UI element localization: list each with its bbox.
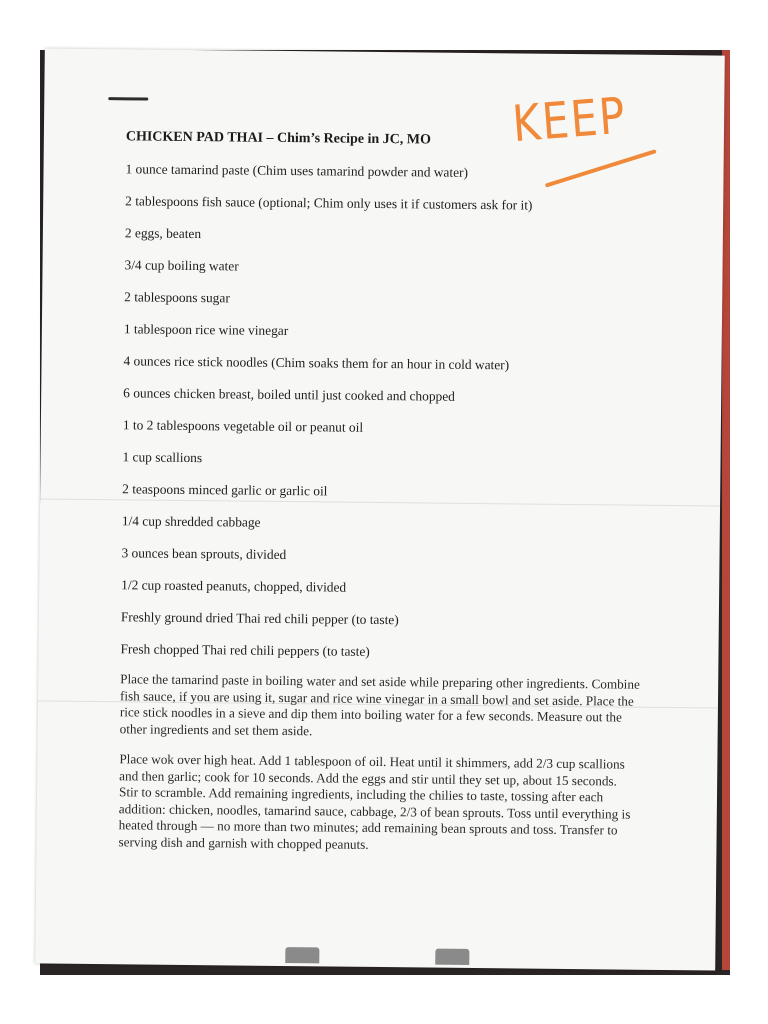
ingredient-item: 2 eggs, beaten <box>124 225 202 242</box>
ingredient-item: 1/2 cup roasted peanuts, chopped, divided <box>121 577 347 595</box>
ingredient-item: 1 ounce tamarind paste (Chim uses tamarind powder and water) <box>125 161 469 180</box>
ingredient-item: 1 to 2 tablespoons vegetable oil or peanut oil <box>122 417 364 435</box>
ingredient-item: 2 tablespoons fish sauce (optional; Chim only uses it if customers ask for it) <box>125 193 533 213</box>
binder-clip <box>435 949 469 965</box>
fold-line <box>40 498 720 506</box>
handwritten-underline <box>545 149 657 188</box>
ingredient-item: 4 ounces rice stick noodles (Chim soaks them for an hour in cold water) <box>123 353 510 373</box>
ingredient-item: Freshly ground dried Thai red chili pepper (to taste) <box>120 609 399 628</box>
handwritten-keep-note: KEEP <box>510 86 629 154</box>
ingredient-item: Fresh chopped Thai red chili peppers (to taste) <box>120 641 370 659</box>
ingredient-item: 1 tablespoon rice wine vinegar <box>123 321 289 339</box>
ingredient-item: 1/4 cup shredded cabbage <box>121 513 261 530</box>
ingredient-item: 1 cup scallions <box>122 449 203 466</box>
pen-dash-mark <box>108 97 148 100</box>
recipe-title: CHICKEN PAD THAI – Chim’s Recipe in JC, MO <box>125 129 431 148</box>
binder-clip <box>285 947 319 963</box>
ingredient-item: 2 teaspoons minced garlic or garlic oil <box>122 481 328 499</box>
recipe-paper <box>35 48 725 970</box>
instruction-paragraph: Place wok over high heat. Add 1 tablespoon of oil. Heat until it shimmers, add 2/3 cup scallions and then garlic; cook for 10 seconds. Add the eggs and stir until they set up, about 15 seconds. Stir to scramble. Add remaining ingredients, including the chilies to taste, tossing after each addition: chicken, noodles, tamarind sauce, cabbage, 2/3 of bean sprouts. Toss until everything is heated through — no more than two minutes; add remaining bean sprouts and toss. Transfer to serving dish and garnish with chopped peanuts. <box>118 751 631 852</box>
ingredient-item: 2 tablespoons sugar <box>124 289 230 306</box>
ingredient-item: 3/4 cup boiling water <box>124 257 239 274</box>
ingredient-item: 6 ounces chicken breast, boiled until just cooked and chopped <box>123 385 455 404</box>
instruction-paragraph: Place the tamarind paste in boiling water and set aside while preparing other ingredients. Combine fish sauce, if you are using it, sugar and rice wine vinegar in a small bowl and set aside. Place the rice stick noodles in a sieve and dip them into boiling water for a few seconds. Measure out the other ingredients and set them aside. <box>119 671 640 738</box>
ingredient-item: 3 ounces bean sprouts, divided <box>121 545 287 563</box>
